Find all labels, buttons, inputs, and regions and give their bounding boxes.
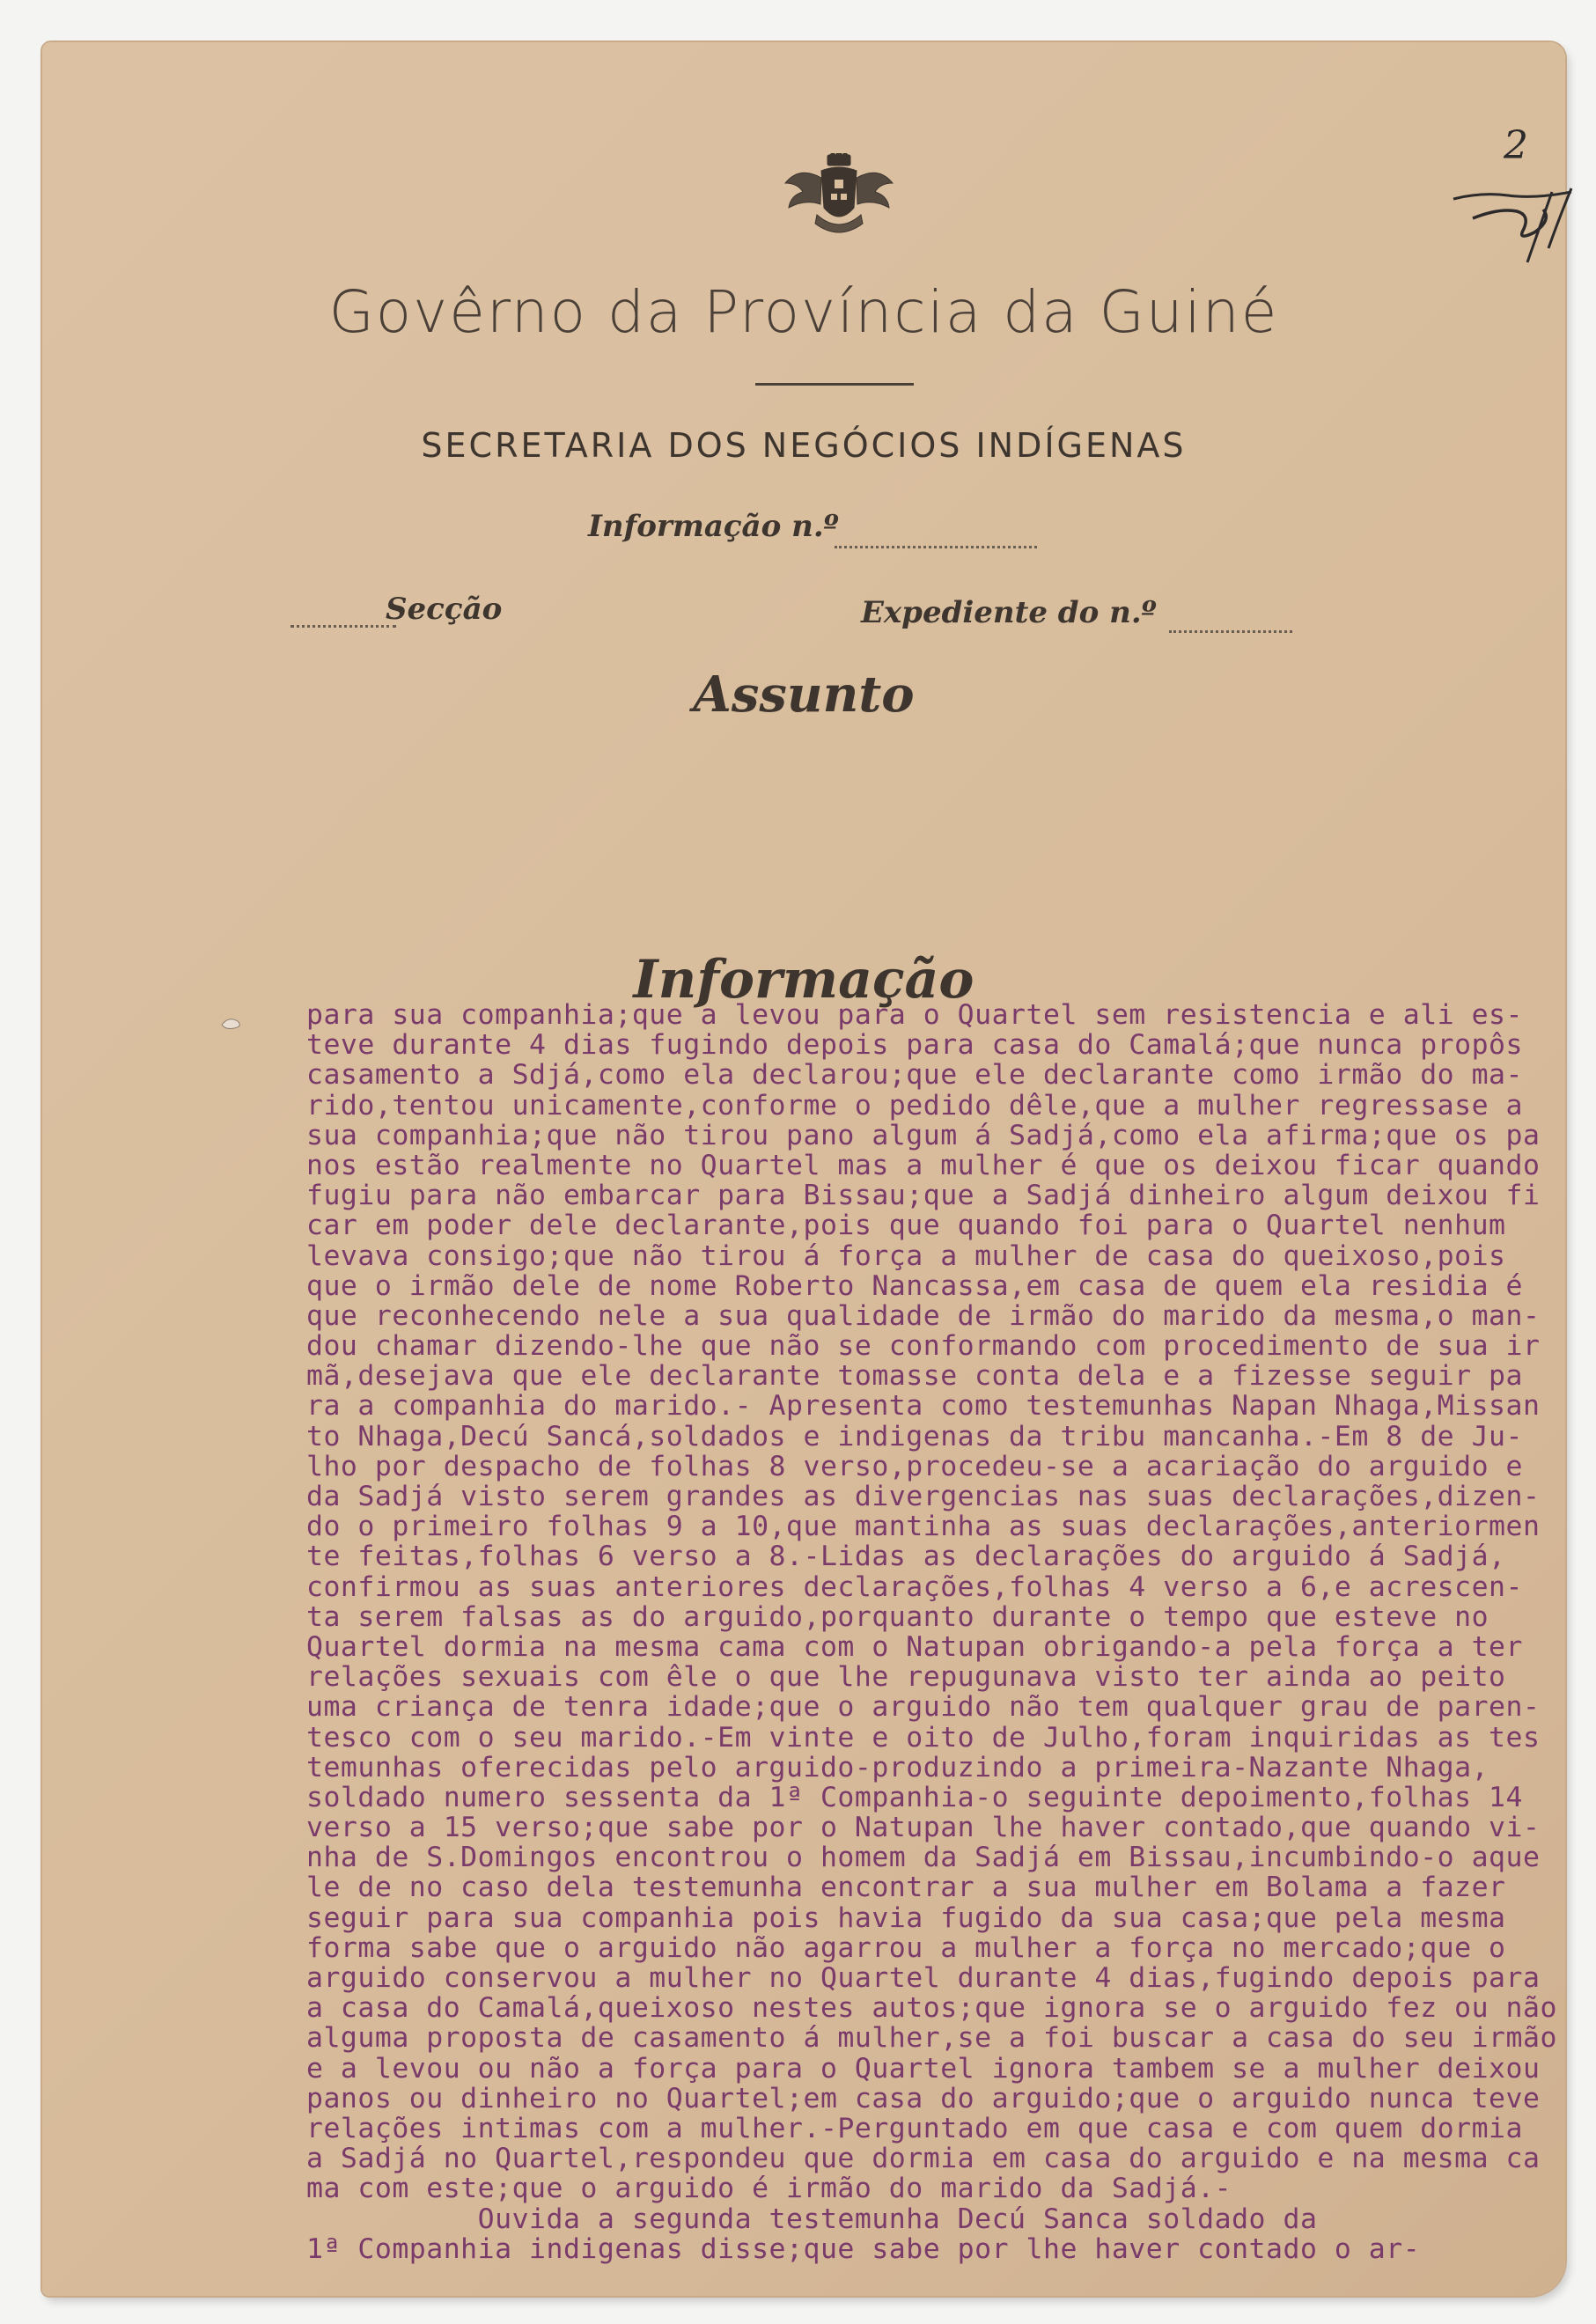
text-line: Quartel dormia na mesma cama com o Natupan obrigando-a pela força a ter [306,1630,1523,1663]
text-line: verso a 15 verso;que sabe por o Natupan lhe haver contado,que quando vi- [306,1812,1541,1844]
expediente-label: Expediente do n.º [861,595,1157,630]
text-line: teve durante 4 dias fugindo depois para casa do Camalá;que nunca propôs [306,1029,1523,1062]
text-line: alguma proposta de casamento á mulher,se a foi buscar a casa do seu irmão [306,2022,1557,2055]
text-line: fugiu para não embarcar para Bissau;que a Sadjá dinheiro algum deixou fi [306,1180,1541,1212]
text-line: do o primeiro folhas 9 a 10,que mantinha as suas declarações,anteriormen [306,1511,1541,1543]
text-line: ma com este;que o arguido é irmão do marido da Sadjá.- [306,2173,1232,2205]
handwritten-signature [1446,157,1578,271]
text-line: da Sadjá visto serem grandes as divergencias nas suas declarações,dizen- [306,1481,1541,1512]
text-line: nha de S.Domingos encontrou o homem da Sadjá em Bissau,incumbindo-o aque [306,1842,1541,1874]
text-line: ta serem falsas as do arguido,porquanto durante o tempo que esteve no [306,1600,1489,1633]
text-line: para sua companhia;que a levou para o Quartel sem resistencia e ali es- [306,1000,1523,1031]
text-line: confirmou as suas anteriores declarações,folhas 4 verso a 6,e acrescen- [306,1570,1523,1603]
informacao-heading: Informação [633,949,975,1011]
text-line: a Sadjá no Quartel,respondeu que dormia em casa do arguido e na mesma ca [306,2143,1541,2175]
text-line: seguir para sua companhia pois havia fugido da sua casa;que pela mesma [306,1901,1506,1934]
text-line: arguido conservou a mulher no Quartel durante 4 dias,fugindo depois para [306,1962,1541,1994]
text-line: relações sexuais com êle o que lhe repugunava visto ter ainda ao peito [306,1661,1506,1694]
text-line: rido,tentou unicamente,conforme o pedido dêle,que a mulher regressase a [306,1089,1523,1122]
informacao-number-blank [835,544,1037,548]
text-line: sua companhia;que não tirou pano algum á Sadjá,como ela afirma;que os pa [306,1119,1541,1151]
expediente-number-blank [1169,629,1292,633]
ink-mark [218,1014,245,1032]
text-line: a casa do Camalá,queixoso nestes autos;que ignora se o arguido fez ou não [306,1992,1557,2025]
text-line: nos estão realmente no Quartel mas a mulher é que os deixou ficar quando [306,1149,1541,1181]
assunto-heading: Assunto [693,666,915,724]
text-line: Ouvida a segunda testemunha Decú Sanca soldado da [306,2203,1318,2235]
informacao-number-label: Informação n.º [588,509,839,544]
text-line: temunhas oferecidas pelo arguido-produzindo a primeira-Nazante Nhaga, [306,1751,1489,1783]
text-line: car em poder dele declarante,pois que quando foi para o Quartel nenhum [306,1210,1506,1242]
text-line: que reconhecendo nele a sua qualidade de irmão do marido da mesma,o man- [306,1299,1541,1332]
text-line: te feitas,folhas 6 verso a 8.-Lidas as declarações do arguido á Sadjá, [306,1541,1506,1573]
text-line: le de no caso dela testemunha encontrar a sua mulher em Bolama a fazer [306,1872,1506,1904]
text-line: levava consigo;que não tirou á força a mulher de casa do queixoso,pois [306,1239,1506,1272]
text-line: casamento a Sdjá,como ela declarou;que ele declarante como irmão do ma- [306,1059,1523,1092]
title-divider [755,383,914,386]
text-line: forma sabe que o arguido não agarrou a mulher a força no mercado;que o [306,1931,1506,1964]
department-heading: SECRETARIA DOS NEGÓCIOS INDÍGENAS [421,426,1187,465]
text-line: soldado numero sessenta da 1ª Companhia-o seguinte depoimento,folhas 14 [306,1781,1523,1813]
page-number-annotation: 2 [1504,123,1528,168]
coat-of-arms-emblem [782,153,896,241]
text-line: mã,desejava que ele declarante tomasse conta dela e a fizesse seguir pa [306,1360,1523,1393]
text-line: panos ou dinheiro no Quartel;em casa do arguido;que o arguido nunca teve [306,2082,1541,2114]
seccao-label: Secção [386,592,503,627]
document-title: Govêrno da Província da Guiné [328,278,1279,346]
text-line: tesco com o seu marido.-Em vinte e oito de Julho,foram inquiridas as tes [306,1721,1541,1754]
text-line: dou chamar dizendo-lhe que não se conformando com procedimento de sua ir [306,1330,1541,1363]
seccao-blank [291,623,396,628]
text-line: 1ª Companhia indigenas disse;que sabe por lhe haver contado o ar- [306,2232,1421,2265]
typed-body-text [306,1000,1596,2285]
text-line: que o irmão dele de nome Roberto Nancassa,em casa de quem ela residia é [306,1269,1523,1302]
text-line: e a levou ou não a força para o Quartel ignora tambem se a mulher deixou [306,2052,1541,2085]
text-line: to Nhaga,Decú Sancá,soldados e indigenas da tribu mancanha.-Em 8 de Ju- [306,1420,1523,1452]
text-line: uma criança de tenra idade;que o arguido não tem qualquer grau de paren- [306,1691,1541,1724]
text-line: lho por despacho de folhas 8 verso,procedeu-se a acariação do arguido e [306,1450,1523,1482]
text-line: ra a companhia do marido.- Apresenta como testemunhas Napan Nhaga,Missan [306,1390,1541,1423]
text-line: relações intimas com a mulher.-Perguntado em que casa e com quem dormia [306,2112,1523,2144]
document-page [42,42,1565,2296]
